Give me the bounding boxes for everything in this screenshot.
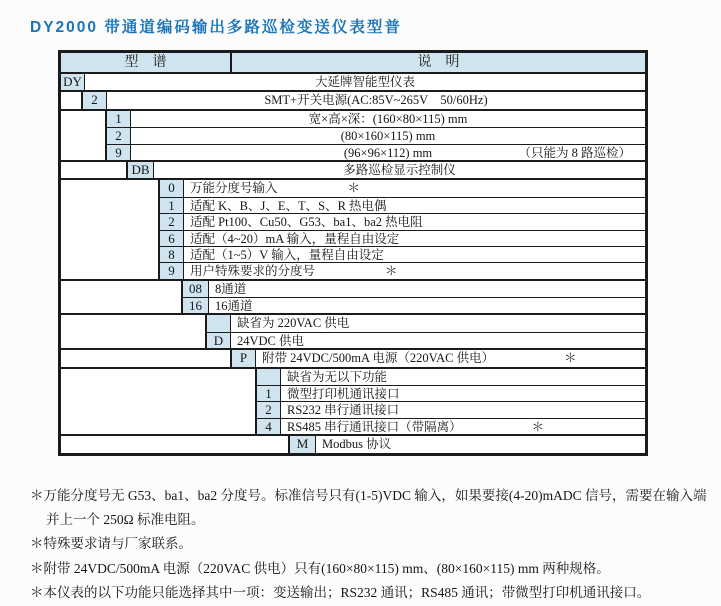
model-desc-text: Modbus 协议 [322,437,392,452]
footnote-line: 并上一个 250Ω 标准电阻。 [46,512,205,528]
group-spacer [61,162,126,178]
model-code-cell: P [232,350,256,366]
model-row [160,197,645,213]
model-desc-cell [209,298,645,313]
model-desc-cell [184,247,645,262]
model-desc-cell [184,263,645,278]
model-row [257,418,645,434]
header-description-column: 说 明 [417,55,460,70]
group-rows [181,281,645,314]
model-code-cell: 9 [160,263,184,278]
model-group [61,160,645,178]
group-spacer [61,350,230,366]
model-desc-cell [131,111,645,127]
model-desc-cell [85,74,645,90]
model-code-cell: 16 [183,298,209,313]
footnote-line: ＊附带 24VDC/500mA 电源（220VAC 供电）只有(160×80×115) mm、(80×160×115) mm 两种规格。 [30,560,610,576]
model-desc-cell [256,350,645,366]
model-desc-cell [131,145,645,160]
model-row [160,213,645,229]
model-code-cell: 8 [160,247,184,262]
model-group [61,279,645,314]
model-code-cell: 1 [107,111,131,127]
model-row [183,281,645,297]
model-row [207,315,645,331]
model-row [257,369,645,385]
model-row [83,92,645,108]
group-rows [105,111,645,160]
model-desc-text: 附带 24VDC/500mA 电源（220VAC 供电） [262,351,495,366]
footnote-line: ＊本仪表的以下功能只能选择其中一项：变送输出；RS232 通讯；RS485 通讯；带微型打印机通讯接口。 [30,584,651,600]
model-desc-text: 万能分度号输入 [190,181,278,196]
model-code-cell: DB [128,162,154,178]
model-code-cell: 2 [107,128,131,143]
model-desc-text: 适配 K、B、J、E、T、S、R 热电偶 [190,198,387,213]
model-group [61,434,645,452]
model-row [183,297,645,313]
model-desc-cell [281,369,645,385]
group-spacer [61,369,255,435]
group-spacer [61,111,105,160]
model-row [257,385,645,401]
model-spec-table [58,50,648,456]
model-desc-cell [231,333,645,348]
model-code-cell: 4 [257,419,281,434]
model-desc-cell [281,402,645,417]
group-rows [230,350,645,366]
asterisk-note: ＊ [564,351,577,366]
footnote-line: ＊万能分度号无 G53、ba1、ba2 分度号。标准信号只有(1-5)VDC 输入，如果要接(4-20)mADC 信号，需要在输入端 [30,488,707,503]
model-desc-cell [231,315,645,331]
group-rows [61,74,645,90]
model-group [61,313,645,348]
model-desc-cell [184,214,645,229]
group-rows [255,369,645,435]
model-code-cell: 6 [160,231,184,246]
model-desc-text: RS485 串行通讯接口（带隔离） [287,419,462,434]
model-row [107,111,645,127]
model-desc-cell [316,436,645,452]
model-row [257,401,645,417]
model-code-cell: 1 [160,198,184,213]
model-code-cell [257,369,281,385]
model-desc-cell [209,281,645,297]
group-spacer [61,436,288,452]
model-group [61,109,645,160]
table-header-row [61,53,645,72]
model-row [61,74,645,90]
model-desc-text: 缺省为无以下功能 [287,369,388,384]
model-desc-cell [184,180,645,196]
model-code-cell: 08 [183,281,209,297]
model-code-cell: 2 [160,214,184,229]
model-desc-text: (96×96×112) mm [343,145,433,160]
header-model-column: 型 谱 [61,53,232,72]
model-desc-cell [107,92,645,108]
model-desc-cell [184,231,645,246]
model-group [61,72,645,90]
model-row [232,350,645,366]
model-code-cell: DY [61,74,85,90]
group-rows [81,92,645,108]
model-group [61,178,645,278]
model-desc-text: 大延牌智能型仪表 [314,75,415,89]
group-rows [158,180,645,278]
group-spacer [61,92,81,108]
model-code-cell: D [207,333,231,348]
model-row [107,127,645,143]
model-desc-text: (80×160×115) mm [340,129,436,144]
model-row [160,246,645,262]
model-desc-cell [281,419,645,434]
model-code-cell: 2 [83,92,107,108]
model-row [160,262,645,278]
model-desc-text: 宽×高×深：(160×80×115) mm [308,111,468,126]
model-row [290,436,645,452]
model-code-cell [207,315,231,331]
model-row [107,144,645,160]
footnote-line: ＊特殊要求请与厂家联系。 [30,536,192,552]
model-code-cell: 9 [107,145,131,160]
group-rows [205,315,645,348]
model-desc-cell [184,198,645,213]
model-code-cell: M [290,436,316,452]
model-row [128,162,645,178]
group-spacer [61,281,181,314]
group-rows [126,162,645,178]
model-desc-text: SMT+开关电源(AC:85V~265V 50/60Hz) [264,93,488,108]
asterisk-note: ＊ [531,419,545,434]
model-group [61,90,645,108]
model-desc-text: 适配 Pt100、Cu50、G53、ba1、ba2 热电阻 [190,215,423,230]
model-desc-cell [154,162,645,178]
model-desc-text: 用户特殊要求的分度号 [190,264,316,279]
model-table-body [61,72,645,453]
model-group [61,367,645,435]
model-row [160,230,645,246]
group-spacer [61,180,158,278]
model-desc-text: 多路巡检显示控制仪 [343,162,456,177]
model-desc-text: 微型打印机通讯接口 [287,387,400,402]
model-desc-text: RS232 串行通讯接口 [287,403,400,418]
model-desc-text: 16通道 [215,299,253,314]
model-desc-cell [281,386,645,401]
asterisk-note: （只能为 8 路巡检） [518,145,631,160]
model-desc-text: 8通道 [215,281,247,296]
asterisk-note: ＊ [347,181,361,196]
model-code-cell: 0 [160,180,184,196]
asterisk-note: ＊ [385,264,398,279]
group-spacer [61,315,205,348]
model-row [160,180,645,196]
model-desc-text: 24VDC 供电 [237,333,305,348]
model-desc-text: 缺省为 220VAC 供电 [237,316,350,331]
model-desc-cell [131,128,645,143]
model-desc-text: 适配（1~5）V 输入，量程自由设定 [190,247,384,262]
model-row [207,332,645,348]
page-title: DY2000 带通道编码输出多路巡检变送仪表型普 [30,19,402,36]
model-desc-text: 适配（4~20）mA 输入，量程自由设定 [190,231,400,246]
model-code-cell: 2 [257,402,281,417]
group-rows [288,436,645,452]
footnotes [30,484,714,605]
model-code-cell: 1 [257,386,281,401]
model-group [61,348,645,366]
